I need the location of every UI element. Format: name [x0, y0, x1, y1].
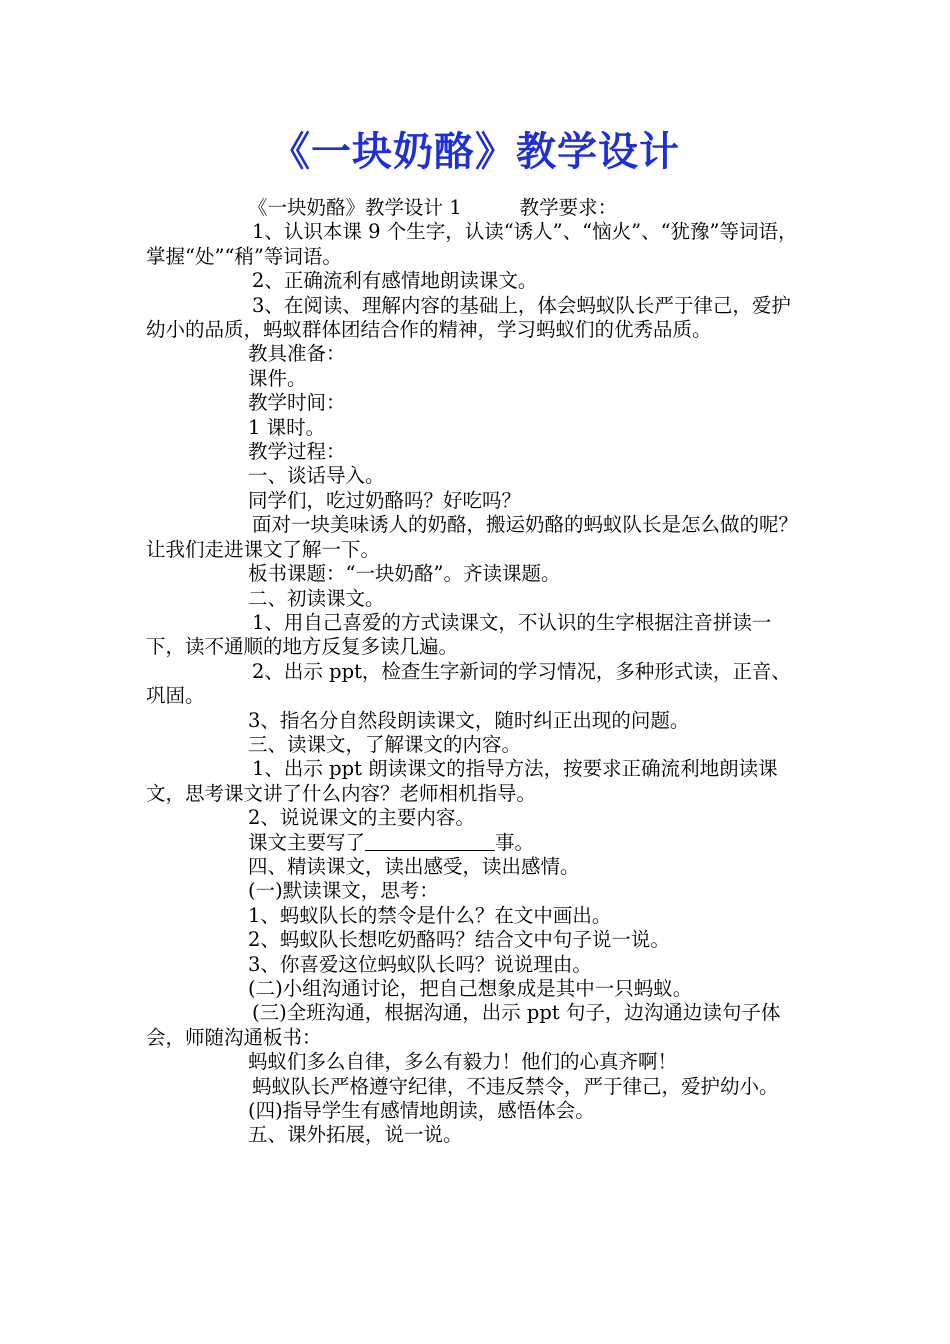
paragraph: 面对一块美味诱人的奶酪，搬运奶酪的蚂蚁队长是怎么做的呢？让我们走进课文了解一下。: [146, 513, 799, 561]
paragraph: 1、认识本课 9 个生字，认读“诱人”、“恼火”、“犹豫”等词语，掌握“处”“稍”等词语。: [146, 220, 798, 268]
paragraph: 同学们，吃过奶酪吗？好吃吗？: [248, 488, 522, 512]
paragraph: 蚂蚁队长严格遵守纪律，不违反禁令，严于律己，爱护幼小。: [252, 1074, 779, 1098]
paragraph: 教学过程：: [248, 440, 346, 464]
paragraph: (二)小组沟通讨论，把自己想象成是其中一只蚂蚁。: [248, 977, 693, 1000]
paragraph: 蚂蚁们多么自律，多么有毅力！他们的心真齐啊！: [248, 1050, 678, 1074]
paragraph: 2、正确流利有感情地朗读课文。: [252, 269, 538, 293]
paragraph: 1、蚂蚁队长的禁令是什么？在文中画出。: [248, 903, 612, 927]
paragraph: 3、在阅读、理解内容的基础上，体会蚂蚁队长严于律己，爱护幼小的品质，蚂蚁群体团结合作的精神，学习蚂蚁们的优秀品质。: [146, 293, 791, 342]
paragraph: (一)默读课文，思考：: [248, 879, 439, 903]
paragraph: 教学时间：: [248, 391, 346, 415]
paragraph: 1、出示 ppt 朗读课文的指导方法，按要求正确流利地朗读课文，思考课文讲了什么内容？老师相机指导。: [146, 757, 778, 805]
requirements-heading: 教学要求：: [519, 196, 618, 219]
fill-in-suffix: 事。: [495, 830, 535, 854]
section-heading: 三、读课文，了解课文的内容。: [248, 732, 522, 756]
document-title: 《一块奶酪》教学设计: [270, 129, 680, 175]
fill-in-prefix: 课文主要写了: [248, 830, 366, 854]
paragraph: 1、用自己喜爱的方式读课文，不认识的生字根据注音拼读一下，读不通顺的地方反复多读几遍。: [146, 610, 772, 659]
fill-in-line: [146, 831, 806, 855]
paragraph: (三)全班沟通，根据沟通，出示 ppt 句子，边沟通边读句子体会，师随沟通板书：: [146, 1001, 781, 1049]
paragraph: 2、出示 ppt，检查生字新词的学习情况，多种形式读，正音、巩固。: [146, 659, 791, 708]
fill-in-blank: [365, 832, 495, 851]
paragraph: 2、说说课文的主要内容。: [248, 806, 475, 830]
design-subtitle: 《一块奶酪》教学设计 1: [248, 196, 462, 219]
paragraph: 1 课时。: [248, 415, 326, 439]
document-body: [146, 196, 806, 1148]
paragraph: 课件。: [248, 366, 307, 390]
paragraph: 板书课题：“一块奶酪”。齐读课题。: [248, 562, 561, 586]
paragraph: 教具准备：: [248, 342, 346, 366]
section-heading: 五、课外拓展，说一说。: [248, 1123, 463, 1147]
section-heading: 二、初读课文。: [248, 586, 385, 610]
paragraph-heading: [146, 196, 806, 220]
paragraph: 3、你喜爱这位蚂蚁队长吗？说说理由。: [248, 952, 592, 976]
paragraph: 2、蚂蚁队长想吃奶酪吗？结合文中句子说一说。: [248, 928, 670, 952]
section-heading: 四、精读课文，读出感受，读出感情。: [248, 854, 580, 878]
section-heading: 一、谈话导入。: [248, 464, 385, 488]
paragraph: 3、指名分自然段朗读课文，随时纠正出现的问题。: [248, 708, 690, 732]
paragraph: (四)指导学生有感情地朗读，感悟体会。: [248, 1099, 595, 1123]
